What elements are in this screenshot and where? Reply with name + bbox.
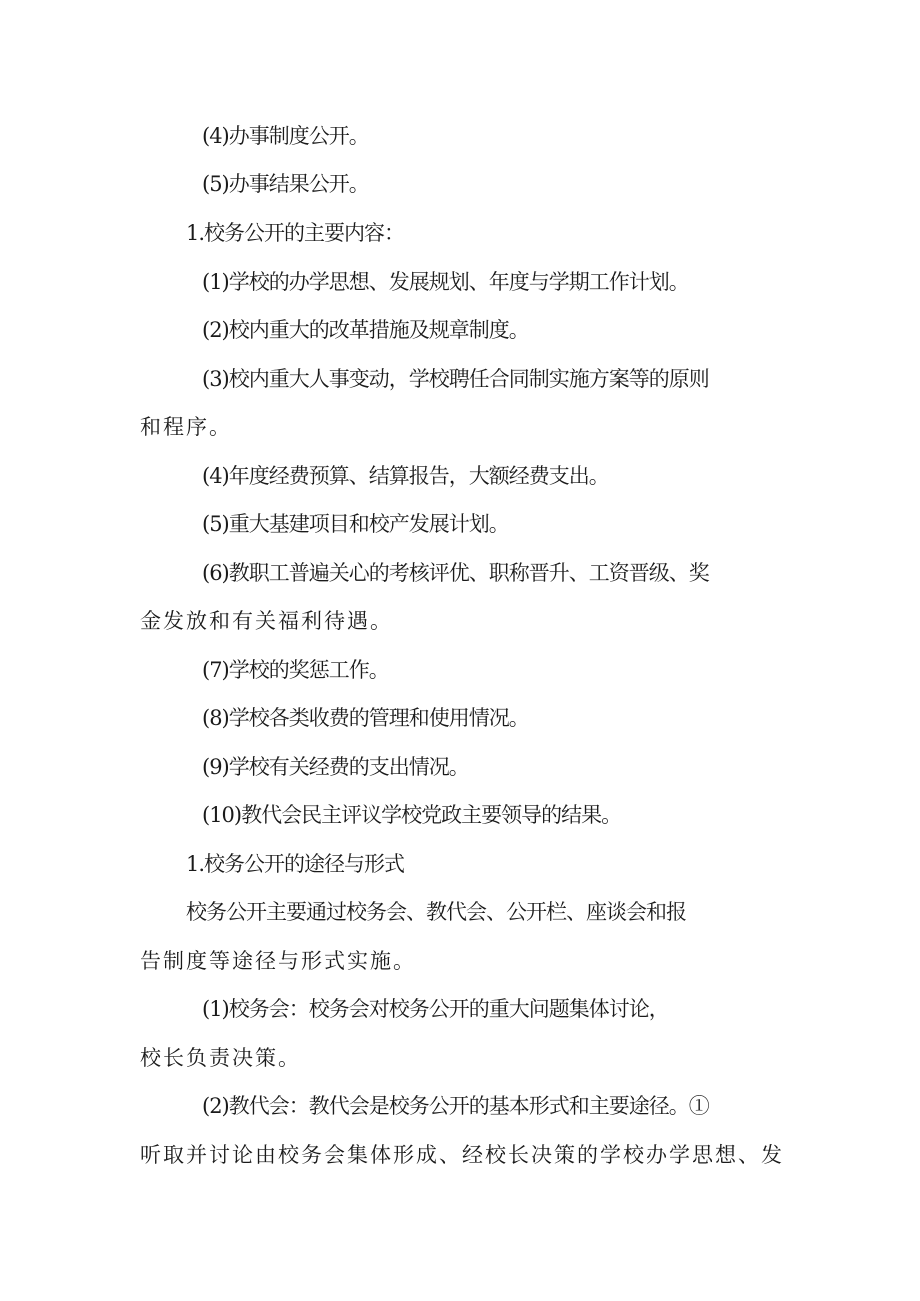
text-line: 听取并讨论由校务会集体形成、经校长决策的学校办学思想、发	[140, 1143, 784, 1167]
text-line: (8)学校各类收费的管理和使用情况。	[202, 706, 529, 730]
section-heading: 1.校务公开的主要内容：	[186, 221, 405, 245]
text-line: (1)学校的办学思想、发展规划、年度与学期工作计划。	[202, 270, 689, 294]
text-line: 告制度等途径与形式实施。	[140, 949, 416, 973]
text-line: (1)校务会：校务会对校务公开的重大问题集体讨论，	[202, 997, 669, 1021]
text-line: (9)学校有关经费的支出情况。	[202, 755, 469, 779]
text-line: (5)重大基建项目和校产发展计划。	[202, 512, 509, 536]
text-line: (2)校内重大的改革措施及规章制度。	[202, 318, 529, 342]
text-line: (3)校内重大人事变动，学校聘任合同制实施方案等的原则	[202, 367, 709, 391]
text-line: (6)教职工普遍关心的考核评优、职称晋升、工资晋级、奖	[202, 561, 709, 585]
section-heading: 1.校务公开的途径与形式	[186, 852, 405, 876]
text-line: (5)办事结果公开。	[202, 172, 369, 196]
text-line: (4)办事制度公开。	[202, 124, 369, 148]
text-line: (10)教代会民主评议学校党政主要领导的结果。	[202, 803, 622, 827]
text-line: 和程序。	[140, 415, 232, 439]
text-line: (4)年度经费预算、结算报告，大额经费支出。	[202, 464, 609, 488]
text-line: 金发放和有关福利待遇。	[140, 609, 393, 633]
text-line: (2)教代会：教代会是校务公开的基本形式和主要途径。①	[202, 1094, 709, 1118]
text-line: 校务公开主要通过校务会、教代会、公开栏、座谈会和报	[186, 900, 686, 924]
text-line: (7)学校的奖惩工作。	[202, 658, 389, 682]
text-line: 校长负责决策。	[140, 1046, 301, 1070]
